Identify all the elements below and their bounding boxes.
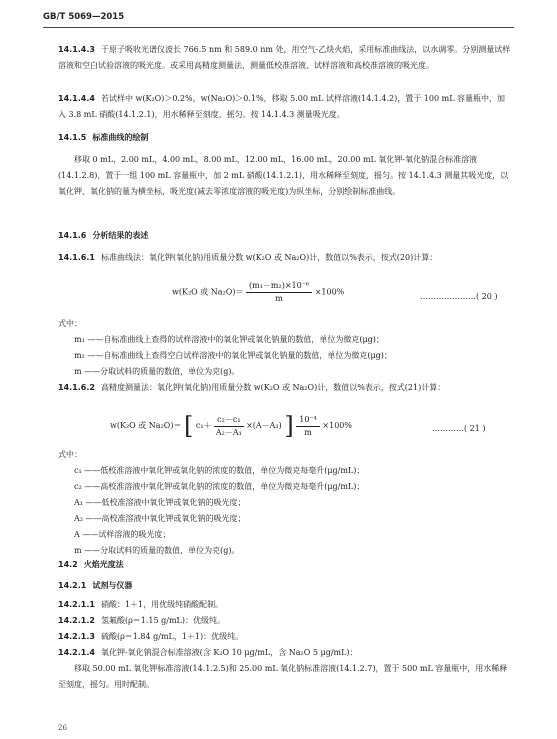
paragraph-mixed-standard: 移取 50.00 mL 氧化钾标准溶液(14.1.2.5)和 25.00 mL 氧化钠标准溶液(14.1.2.7)，置于 500 mL 容量瓶中，用水稀释至刻度，摇匀。用时配制。 (58, 664, 508, 689)
definition-line: m ——分取试料的质量的数值，单位为克(g)。 (74, 367, 240, 376)
where-label: 式中： (58, 319, 82, 328)
section-heading-14-2-1: 14.2.1 试剂与仪器 (58, 581, 133, 590)
definition-line: A ——试样溶液的吸光度； (74, 530, 171, 539)
variable-definitions (74, 463, 513, 559)
formula-20 (172, 280, 344, 305)
clause-text: 标准曲线法：氧化钾(氧化钠)用质量分数 w(K₂O 或 Na₂O)计，数值以%表示，按式(20)计算： (100, 253, 438, 262)
reagent-item: 14.2.1.3 硫酸(ρ＝1.84 g/mL，1＋1)：优级纯。 (58, 632, 244, 641)
formula-21: w(K₂O 或 Na₂O)＝ [ c₁＋ $\frac{\text{c₂－c₁}}{\text{A₂－A₁}}$ ×(A－A₁) ] $\frac{\text{10⁻⁴}}{m}$ ×100% (110, 412, 352, 440)
clause-number: 14.1.4.4 (58, 94, 95, 103)
section-heading-14-1-5: 14.1.5 标准曲线的绘制 (58, 133, 149, 142)
definition-line: c₁ ——低校准溶液中氧化钾或氧化钠的浓度的数值，单位为微克每毫升(μg/mL)； (74, 466, 365, 475)
clause-14-1-6-1 (58, 250, 513, 266)
where-label: 式中： (58, 450, 82, 459)
reagent-item: 14.2.1.4 氧化钾-氧化钠混合标准溶液(含 K₂O 10 μg/mL，含 Na₂O 5 μg/mL)： (58, 648, 358, 657)
clause-14-1-6-2 (58, 380, 513, 396)
equation-number-21: …………( 21 ) (432, 424, 486, 433)
clause-14-1-4-4 (58, 91, 513, 123)
clause-text: 高精度测量法：氧化钾(氧化钠)用质量分数 w(K₂O 或 Na₂O)计，数值以%表示，按式(21)计算： (100, 383, 446, 392)
clause-text: 若试样中 w(K₂O)＞0.2%，w(Na₂O)＞0.1%，移取 5.00 mL 试样溶液(14.1.4.2)，置于 100 mL 容量瓶中，加入 3.8 mL 硝酸(14.1.2.1)，用水稀释至刻度，摇匀。按 14.1.4.3 测量吸光度。 (58, 94, 506, 119)
equation-number-20: …………………( 20 ) (420, 292, 498, 301)
definition-line: A₂ ——高校准溶液中氧化钾或氧化钠的吸光度； (74, 514, 246, 523)
definition-line: m₂ ——自标准曲线上查得空白试样溶液中的氧化钾或氧化钠量的数值，单位为微克(μg)； (74, 351, 392, 360)
reagent-item: 14.2.1.1 硝酸：1＋1，用优级纯硝酸配制。 (58, 600, 224, 609)
clause-number: 14.1.6.2 (58, 383, 95, 392)
formula-fraction: $\frac{\text{(m₁－m₂)×10⁻⁶}}{m}$ (246, 280, 312, 305)
section-heading-14-2: 14.2 火焰光度法 (58, 560, 124, 569)
definition-line: c₂ ——高校准溶液中氧化钾或氧化钠的浓度的数值，单位为微克每毫升(μg/mL)； (74, 482, 365, 491)
definition-line: A₁ ——低校准溶液中氧化钾或氧化钠的吸光度； (74, 498, 246, 507)
formula-tail: ×100% (314, 287, 345, 297)
clause-number: 14.1.4.3 (58, 45, 95, 54)
definition-line: m ——分取试料的质量的数值，单位为克(g)。 (74, 546, 240, 555)
clause-number: 14.1.6.1 (58, 253, 95, 262)
paragraph-standard-curve: 移取 0 mL，2.00 mL，4.00 mL，8.00 mL，12.00 mL，16.00 mL，20.00 mL 氧化钾-氧化钠混合标准溶液(14.1.2.8)，置于一组 100 mL 容量瓶中，加 2 mL 硝酸(14.1.2.1)，用水稀释至刻度，摇匀。按 14.1.4.3 测量其吸光度，以氧化钾、氧化钠的量为横坐标，吸光度(减去零浓度溶液的吸光度)为纵坐标，分别绘制标准曲线。 (58, 155, 509, 196)
clause-14-1-4-3 (58, 42, 513, 74)
page-number: 26 (58, 724, 67, 732)
section-heading-14-1-6: 14.1.6 分析结果的表述 (58, 231, 149, 240)
variable-definitions (74, 332, 513, 380)
definition-line: m₁ ——自标准曲线上查得的试样溶液中的氧化钾或氧化钠量的数值，单位为微克(μg)； (74, 335, 384, 344)
standard-code: GB/T 5069—2015 (43, 12, 125, 22)
reagent-list (58, 597, 513, 661)
formula-lhs: w(K₂O 或 Na₂O)＝ (172, 287, 244, 297)
reagent-item: 14.2.1.2 氢氟酸(ρ＝1.15 g/mL)：优级纯。 (58, 616, 225, 625)
header-rule (43, 27, 514, 28)
clause-text: 于原子吸收光谱仪波长 766.5 nm 和 589.0 nm 处，用空气-乙炔火焰，采用标准曲线法，以水调零。分别测量试样溶液和空白试验溶液的吸光度。或采用高精度测量法，测量低校准溶液、试样溶液和高校准溶液的吸光度。 (58, 45, 511, 70)
